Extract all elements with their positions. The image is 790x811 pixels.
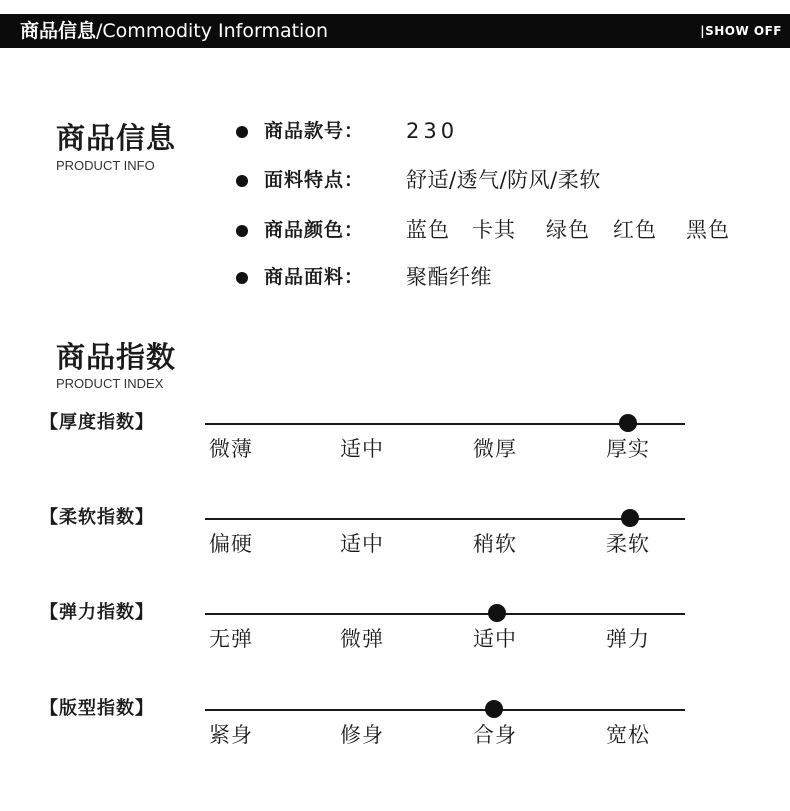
- info-value: 230: [406, 119, 459, 143]
- info-label: 商品款号：: [264, 120, 365, 142]
- bullet-icon: [236, 272, 248, 284]
- scale-level: 厚实: [606, 437, 650, 461]
- info-value: 舒适/透气/防风/柔软: [406, 168, 601, 192]
- scale-name: 【版型指数】: [40, 698, 154, 719]
- product-info-subtitle: PRODUCT INFO: [56, 158, 155, 173]
- scale-level: 柔软: [606, 532, 650, 556]
- scale-level: 无弹: [209, 627, 253, 651]
- scale-name: 【柔软指数】: [40, 507, 154, 528]
- header-title: [20, 14, 328, 48]
- color-option: 卡其: [472, 218, 516, 242]
- product-index-title: 商品指数: [56, 340, 177, 374]
- scale-elasticity: [0, 602, 790, 683]
- color-option: 红色: [613, 218, 657, 242]
- scale-level: 适中: [340, 532, 384, 556]
- scale-level: 微厚: [473, 437, 517, 461]
- scale-level: 适中: [473, 627, 517, 651]
- bullet-icon: [236, 225, 248, 237]
- scale-level: 弹力: [606, 627, 650, 651]
- scale-softness: [0, 507, 790, 588]
- scale-thickness: [0, 412, 790, 493]
- scale-level: 稍软: [473, 532, 517, 556]
- scale-marker-dot: [619, 414, 637, 432]
- color-option: 黑色: [686, 218, 730, 242]
- scale-marker-dot: [621, 509, 639, 527]
- color-list: [406, 214, 766, 246]
- show-off-tag: |SHOW OFF: [700, 24, 782, 38]
- info-label: 面料特点：: [264, 169, 365, 191]
- scale-level: 紧身: [209, 723, 253, 747]
- color-option: 绿色: [546, 218, 590, 242]
- bullet-icon: [236, 126, 248, 138]
- scale-marker-dot: [488, 604, 506, 622]
- scale-track: [205, 709, 685, 711]
- header-bar: [0, 14, 790, 48]
- scale-level: 微弹: [340, 627, 384, 651]
- scale-level: 合身: [473, 723, 517, 747]
- scale-level: 宽松: [606, 723, 650, 747]
- scale-name: 【弹力指数】: [40, 602, 154, 623]
- scale-level: 微薄: [209, 437, 253, 461]
- info-label: 商品面料：: [264, 266, 365, 288]
- product-index-subtitle: PRODUCT INDEX: [56, 376, 164, 391]
- scale-fit: [0, 698, 790, 779]
- scale-level: 偏硬: [209, 532, 253, 556]
- scale-level: 修身: [340, 723, 384, 747]
- info-label: 商品颜色：: [264, 219, 365, 241]
- product-info-title: 商品信息: [56, 121, 177, 155]
- scale-track: [205, 518, 685, 520]
- scale-name: 【厚度指数】: [40, 412, 154, 433]
- header-title-cn: 商品信息: [20, 20, 97, 42]
- scale-level: 适中: [340, 437, 384, 461]
- scale-track: [205, 423, 685, 425]
- info-value: 聚酯纤维: [406, 265, 492, 289]
- header-title-en: /Commodity Information: [96, 20, 329, 42]
- scale-track: [205, 613, 685, 615]
- color-option: 蓝色: [406, 218, 450, 242]
- scale-marker-dot: [485, 700, 503, 718]
- bullet-icon: [236, 175, 248, 187]
